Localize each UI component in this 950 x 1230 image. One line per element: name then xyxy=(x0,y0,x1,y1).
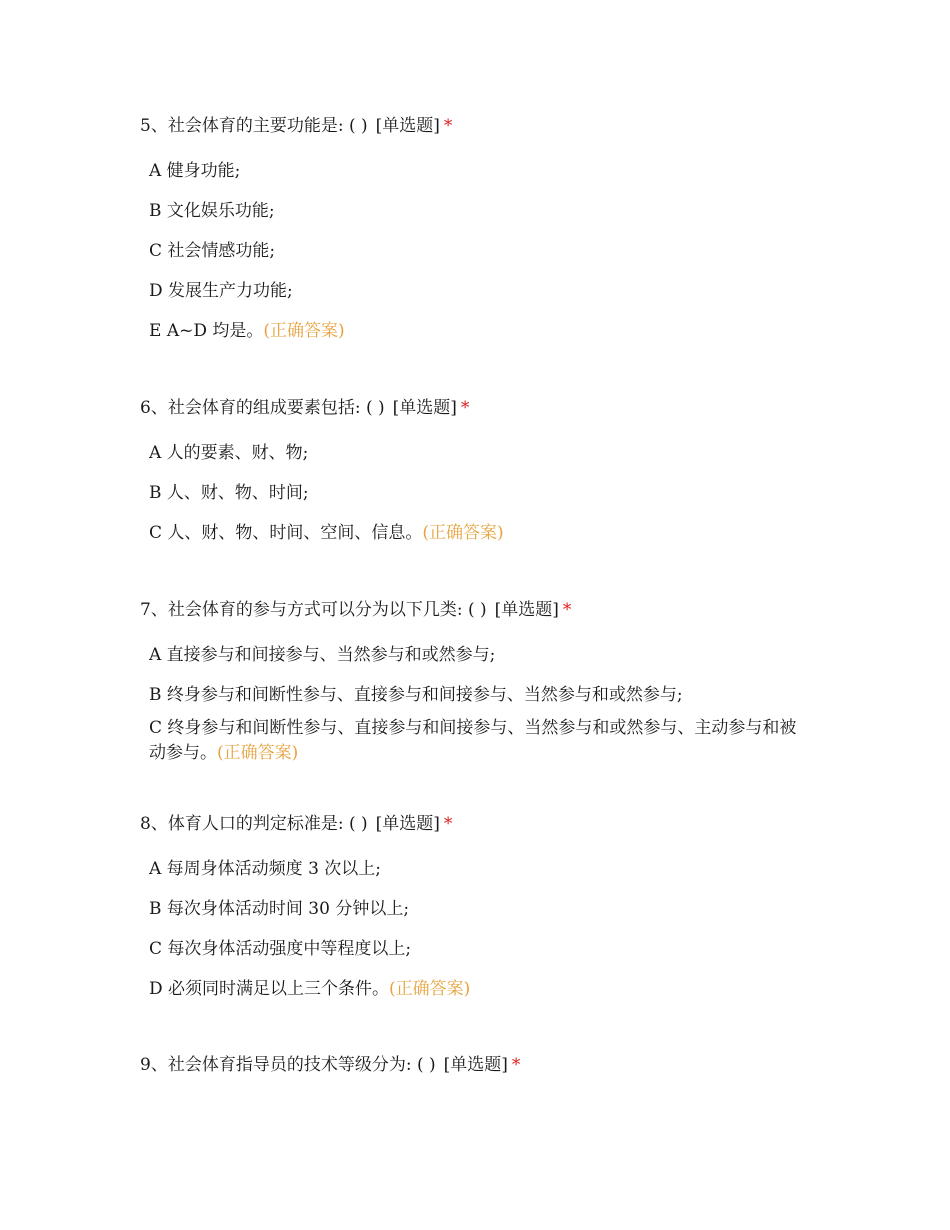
option-a[interactable]: A 直接参与和间接参与、当然参与和或然参与; xyxy=(149,645,496,665)
question-title xyxy=(140,813,820,835)
question-type-label: [单选题] xyxy=(443,1055,508,1075)
question-type-label: [单选题] xyxy=(392,398,457,418)
question-title xyxy=(140,599,820,621)
option-d[interactable]: D 必须同时满足以上三个条件。(正确答案) xyxy=(149,979,471,999)
question-title xyxy=(140,1054,820,1076)
question-title xyxy=(140,397,820,419)
option-d[interactable]: D 发展生产力功能; xyxy=(149,281,293,301)
option-b[interactable]: B 每次身体活动时间 30 分钟以上; xyxy=(149,899,410,919)
required-mark: * xyxy=(460,398,470,418)
options-list xyxy=(140,160,820,342)
option-c[interactable]: C 每次身体活动强度中等程度以上; xyxy=(149,939,412,959)
option-c[interactable]: C 社会情感功能; xyxy=(149,241,276,261)
option-e[interactable]: E A~D 均是。(正确答案) xyxy=(149,321,345,341)
question-text: 7、社会体育的参与方式可以分为以下几类: ( ) xyxy=(140,600,487,620)
option-c[interactable]: C 终身参与和间断性参与、直接参与和间接参与、当然参与和或然参与、主动参与和被动参与。(正确答案) xyxy=(149,718,797,763)
option-b[interactable]: B 人、财、物、时间; xyxy=(149,483,309,503)
option-a[interactable]: A 每周身体活动频度 3 次以上; xyxy=(149,859,382,879)
required-mark: * xyxy=(443,814,453,834)
option-a[interactable]: A 人的要素、财、物; xyxy=(149,443,309,463)
required-mark: * xyxy=(562,600,572,620)
question-type-label: [单选题] xyxy=(375,814,440,834)
option-a[interactable]: A 健身功能; xyxy=(149,161,241,181)
options-list xyxy=(140,858,820,1000)
correct-answer-tag: (正确答案) xyxy=(422,523,504,543)
question-8 xyxy=(140,813,820,1018)
correct-answer-tag: (正确答案) xyxy=(263,321,345,341)
required-mark: * xyxy=(511,1055,521,1075)
correct-answer-tag: (正确答案) xyxy=(389,979,471,999)
option-b[interactable]: B 文化娱乐功能; xyxy=(149,201,275,221)
question-7 xyxy=(140,599,820,784)
question-text: 6、社会体育的组成要素包括: ( ) xyxy=(140,398,385,418)
question-text: 8、体育人口的判定标准是: ( ) xyxy=(140,814,368,834)
options-list xyxy=(140,442,820,544)
question-6 xyxy=(140,397,820,562)
question-type-label: [单选题] xyxy=(494,600,559,620)
question-title xyxy=(140,115,820,137)
question-text: 5、社会体育的主要功能是: ( ) xyxy=(140,116,368,136)
question-5 xyxy=(140,115,820,360)
question-type-label: [单选题] xyxy=(375,116,440,136)
option-b[interactable]: B 终身参与和间断性参与、直接参与和间接参与、当然参与和或然参与; xyxy=(149,685,683,705)
required-mark: * xyxy=(443,116,453,136)
correct-answer-tag: (正确答案) xyxy=(217,743,299,763)
options-list xyxy=(140,644,820,766)
question-9 xyxy=(140,1054,820,1076)
option-c[interactable]: C 人、财、物、时间、空间、信息。(正确答案) xyxy=(149,523,504,543)
question-text: 9、社会体育指导员的技术等级分为: ( ) xyxy=(140,1055,436,1075)
